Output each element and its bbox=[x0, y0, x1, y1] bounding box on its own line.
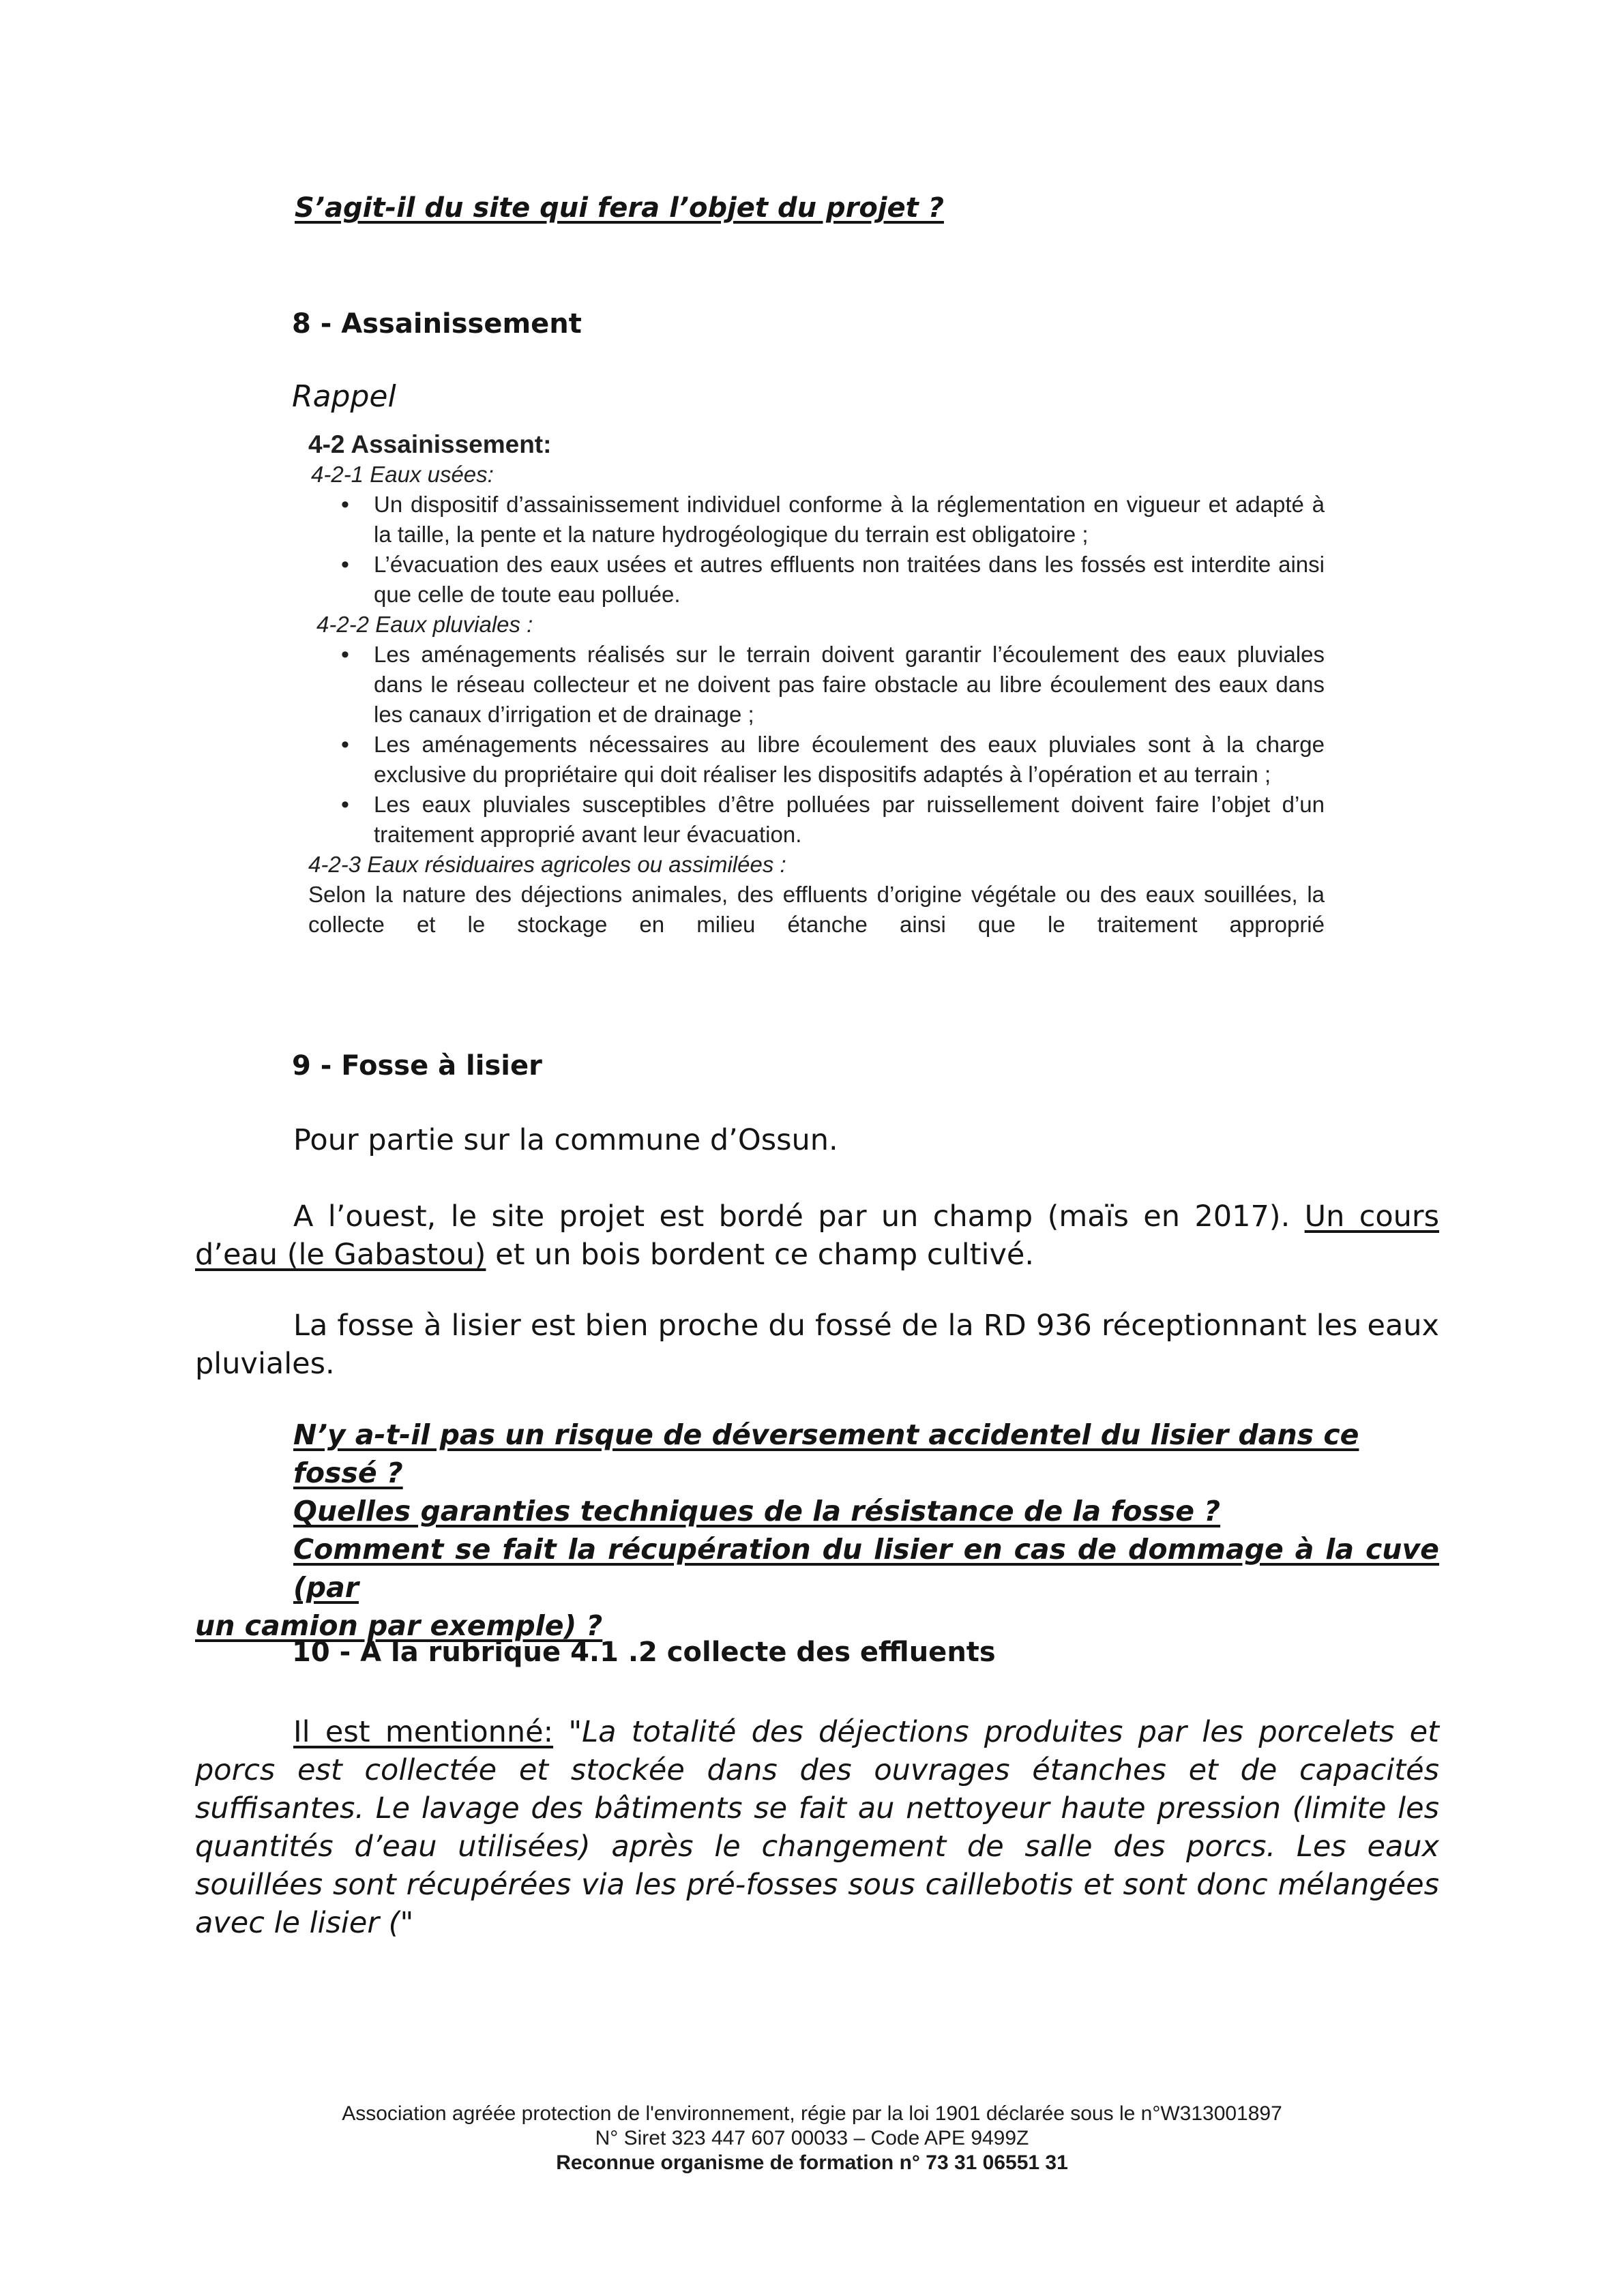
excerpt-heading: 4-2 Assainissement: bbox=[308, 430, 552, 458]
excerpt-last-paragraph: Selon la nature des déjections animales, des effluents d’origine végétale ou des eaux souillées, la collecte et le stockage en milieu étanche ainsi que le traitement approprié bbox=[308, 882, 1325, 937]
page-footer bbox=[0, 2102, 1624, 2175]
excerpt-bullets-pluviales bbox=[308, 640, 1325, 850]
underlined-cours-deau: Un cours d’eau (le Gabastou) bbox=[195, 1199, 1440, 1272]
underlined-il-est-mentionne: Il est mentionné: bbox=[293, 1715, 554, 1749]
paragraph-site-ouest bbox=[195, 1197, 1439, 1274]
paragraph-collecte-effluents bbox=[195, 1713, 1439, 1942]
excerpt-eaux-usees: 4-2-1 Eaux usées: bbox=[311, 462, 494, 487]
question-risque: N’y a-t-il pas un risque de déversement accidentel du lisier dans ce fossé ? bbox=[293, 1418, 1359, 1489]
excerpt-eaux-pluviales: 4-2-2 Eaux pluviales : bbox=[316, 612, 533, 637]
excerpt-bullet: • Les eaux pluviales susceptibles d’être polluées par ruissellement doivent faire l’objet d’un traitement approprié avant leur évacuation. bbox=[341, 790, 1325, 850]
excerpt-bullets-usees bbox=[308, 490, 1325, 610]
section-9-title: 9 - Fosse à lisier bbox=[292, 1050, 542, 1082]
excerpt-eaux-residuaires: 4-2-3 Eaux résiduaires agricoles ou assimilées : bbox=[308, 852, 786, 877]
footer-line-siret: N° Siret 323 447 607 00033 – Code APE 9499Z bbox=[595, 2127, 1029, 2149]
rappel-label: Rappel bbox=[292, 379, 396, 414]
section-8-title: 8 - Assainissement bbox=[292, 308, 582, 340]
excerpt-bullet: • L’évacuation des eaux usées et autres effluents non traitées dans les fossés est interdite ainsi que celle de toute eau polluée. bbox=[341, 550, 1325, 610]
question-garanties: Quelles garanties techniques de la résistance de la fosse ? bbox=[293, 1495, 1221, 1527]
question-recuperation-line2: un camion par exemple) ? bbox=[195, 1609, 603, 1642]
question-site: S’agit-il du site qui fera l’objet du projet ? bbox=[295, 192, 944, 224]
text-segment: et un bois bordent ce champ cultivé. bbox=[486, 1238, 1035, 1272]
section-10-title: 10 - A la rubrique 4.1 .2 collecte des effluents bbox=[292, 1637, 996, 1668]
questions-block bbox=[195, 1416, 1439, 1645]
footer-line-association: Association agréée protection de l'environnement, régie par la loi 1901 déclarée sous le n°W313001897 bbox=[342, 2102, 1282, 2125]
excerpt-bullet: • Un dispositif d’assainissement individuel conforme à la réglementation en vigueur et adapté à la taille, la pente et la nature hydrogéologique du terrain est obligatoire ; bbox=[341, 490, 1325, 550]
excerpt-bullet: • Les aménagements réalisés sur le terrain doivent garantir l’écoulement des eaux pluviales dans le réseau collecteur et ne doivent pas faire obstacle au libre écoulement des eaux dans les canaux d’irrigation et de drainage ; bbox=[341, 640, 1325, 730]
footer-line-formation: Reconnue organisme de formation n° 73 31 06551 31 bbox=[556, 2151, 1068, 2174]
excerpt-bullet: • Les aménagements nécessaires au libre écoulement des eaux pluviales sont à la charge exclusive du propriétaire qui doit réaliser les dispositifs adaptés à l’opération et au terrain ; bbox=[341, 730, 1325, 790]
text-segment: A l’ouest, le site projet est bordé par un champ (maïs en 2017). bbox=[293, 1199, 1305, 1234]
paragraph-fosse-rd936: La fosse à lisier est bien proche du fossé de la RD 936 réceptionnant les eaux pluviales. bbox=[195, 1309, 1439, 1381]
quoted-text: "La totalité des déjections produites par les porcelets et porcs est collectée et stockée dans des ouvrages étanches et de capacités suffisantes. Le lavage des bâtiments se fait au nettoyeur haute pression (limite les quantités d’eau utilisées) après le changement de salle des porcs. Les eaux souillées sont récupérées via les pré-fosses sous caillebotis et sont donc mélangées avec le lisier (" bbox=[195, 1715, 1439, 1940]
scanned-regulation-excerpt bbox=[308, 430, 1325, 940]
question-recuperation-line1: Comment se fait la récupération du lisier en cas de dommage à la cuve (par bbox=[293, 1533, 1439, 1604]
paragraph-ossun: Pour partie sur la commune d’Ossun. bbox=[293, 1123, 838, 1157]
